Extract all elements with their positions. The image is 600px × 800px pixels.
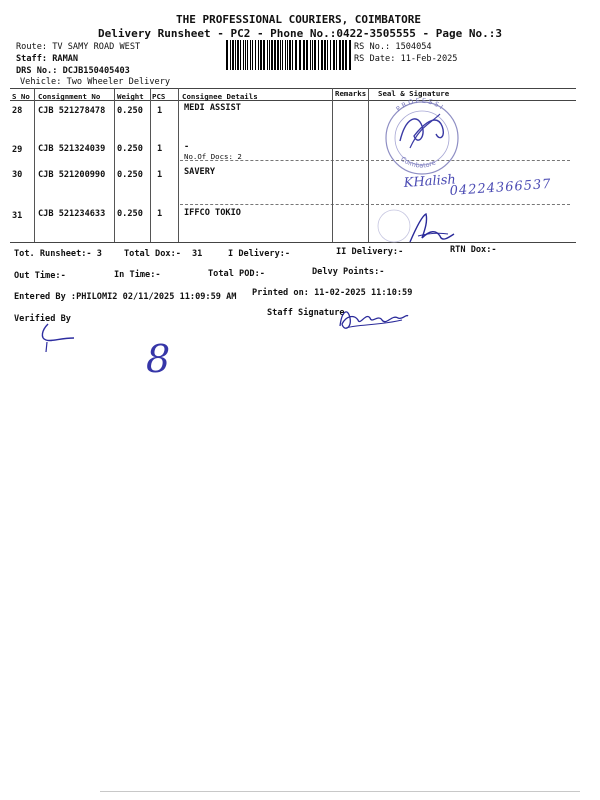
tot-runsheet: Tot. Runsheet:- 3	[14, 249, 102, 259]
runsheet-title: Delivery Runsheet - PC2 - Phone No.:0422-3505555 - Page No.:3	[98, 27, 502, 40]
staff-signature-label: Staff Signature	[267, 308, 345, 318]
column-header-pcs: PCS	[152, 92, 166, 101]
total-pod: Total POD:-	[208, 269, 265, 279]
delvy-points: Delvy Points:-	[312, 267, 385, 277]
row-consignee: SAVERY	[184, 167, 216, 177]
svg-text:8: 8	[146, 337, 171, 381]
staff-name: RAMAN	[52, 54, 79, 64]
column-rule	[332, 88, 333, 242]
staff-line	[16, 54, 78, 64]
drs-line	[16, 66, 130, 76]
rs-date: RS Date: 11-Feb-2025	[354, 54, 458, 64]
row-consignment: CJB 521200990	[38, 170, 106, 180]
row-sno: 28	[12, 106, 23, 116]
row-consignment: CJB 521278478	[38, 106, 106, 116]
handwritten-contact	[398, 160, 588, 200]
total-dox-label: Total Dox:-	[124, 249, 181, 259]
column-rule	[34, 88, 35, 242]
handwritten-figure	[140, 334, 180, 380]
staff-label: Staff:	[16, 54, 48, 64]
svg-text:P R O F E S S I: P R O F E S S I	[394, 96, 445, 114]
vehicle-label: Vehicle: Two Wheeler Delivery	[20, 77, 171, 87]
row-sno: 30	[12, 170, 23, 180]
row-weight: 0.250	[117, 209, 143, 219]
svg-text:KHalish: KHalish	[403, 172, 457, 191]
total-dox-value: 31	[192, 249, 203, 259]
column-header-consignment: Consignment No	[38, 92, 101, 101]
rtn-dox: RTN Dox:-	[450, 245, 497, 255]
row-pcs: 1	[157, 144, 163, 154]
drs-label: DRS No.:	[16, 66, 58, 76]
row-pcs: 1	[157, 209, 163, 219]
i-delivery: I Delivery:-	[228, 249, 291, 259]
in-time: In Time:-	[114, 270, 161, 280]
row-weight: 0.250	[117, 144, 143, 154]
drs-number: DCJB150405403	[62, 66, 130, 76]
row-weight: 0.250	[117, 106, 143, 116]
row-weight: 0.250	[117, 170, 143, 180]
row-sno: 31	[12, 211, 23, 221]
out-time: Out Time:-	[14, 271, 66, 281]
column-header-consignee: Consignee Details	[182, 92, 258, 101]
row-sno: 29	[12, 145, 23, 155]
verified-mark	[30, 316, 80, 356]
barcode	[226, 40, 350, 70]
column-rule	[368, 88, 369, 242]
column-rule	[178, 88, 179, 242]
row-consignment: CJB 521324039	[38, 144, 106, 154]
table-bottom-border	[10, 242, 576, 243]
staff-signature	[336, 302, 416, 338]
verified-by: Verified By	[14, 314, 71, 324]
row-consignee: IFFCO TOKIO	[184, 208, 241, 218]
scan-edge-line	[100, 791, 580, 792]
row-consignment: CJB 521234633	[38, 209, 106, 219]
ii-delivery: II Delivery:-	[336, 247, 404, 257]
column-header-sno: S No	[12, 92, 30, 101]
row-pcs: 1	[157, 170, 163, 180]
column-header-remarks: Remarks	[335, 89, 367, 98]
table-top-border	[10, 88, 576, 89]
company-name: THE PROFESSIONAL COURIERS, COIMBATORE	[176, 13, 422, 26]
row-note: No.Of Docs: 2	[184, 152, 242, 161]
route-label: Route: TV SAMY ROAD WEST	[16, 42, 141, 52]
svg-text:Coimbatore: Coimbatore	[399, 154, 437, 170]
row-consignee: -	[184, 142, 190, 152]
row-divider	[180, 204, 570, 205]
row-pcs: 1	[157, 106, 163, 116]
row-consignee: MEDI ASSIST	[184, 103, 241, 113]
column-header-seal: Seal & Signature	[378, 89, 450, 98]
entered-by: Entered By :PHILOMI2 02/11/2025 11:09:59 AM	[14, 292, 237, 302]
svg-text:04224366537: 04224366537	[449, 176, 553, 199]
printed-on: Printed on: 11-02-2025 11:10:59	[252, 288, 413, 298]
column-rule	[114, 88, 115, 242]
column-header-weight: Weight	[117, 92, 144, 101]
column-rule	[150, 88, 151, 242]
rs-number: RS No.: 1504054	[354, 42, 432, 52]
